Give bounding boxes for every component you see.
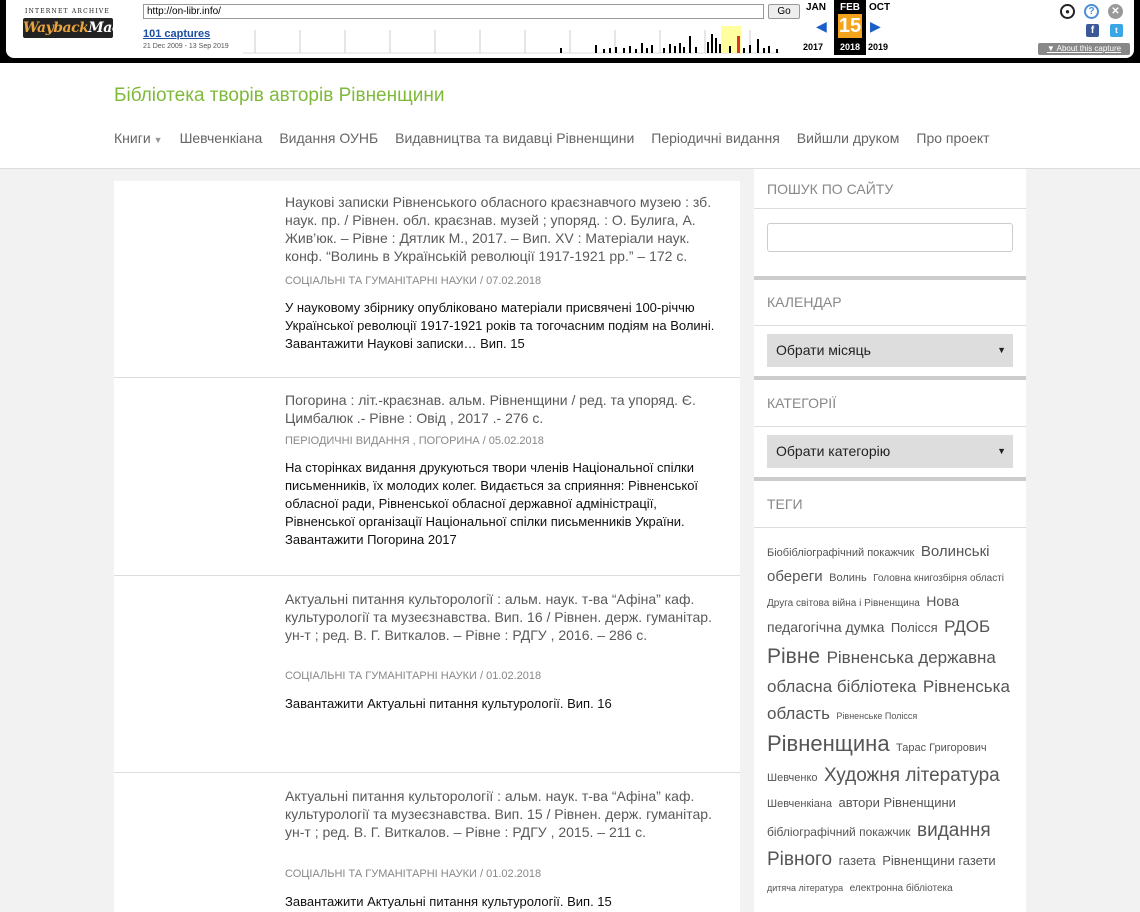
user-account-icon[interactable]: ● bbox=[1060, 4, 1075, 19]
post-meta: СОЦІАЛЬНІ ТА ГУМАНІТАРНІ НАУКИ / 07.02.2018 bbox=[285, 275, 542, 287]
close-icon[interactable]: ✕ bbox=[1108, 4, 1123, 19]
month-select-value: Обрати місяць bbox=[776, 342, 871, 358]
wayback-capture-histogram[interactable] bbox=[243, 26, 780, 54]
dropdown-arrow-icon: ▼ bbox=[997, 345, 1006, 355]
post-card bbox=[114, 181, 740, 378]
prev-month-link[interactable]: JAN bbox=[806, 2, 827, 13]
tag-link[interactable]: Художня література bbox=[823, 765, 1000, 787]
tag-link[interactable]: бібліографічний покажчик bbox=[767, 824, 911, 839]
tag-link[interactable]: Нова педагогічна думка bbox=[767, 592, 960, 636]
post-meta: СОЦІАЛЬНІ ТА ГУМАНІТАРНІ НАУКИ / 01.02.2018 bbox=[285, 670, 542, 682]
post-category-link[interactable]: СОЦІАЛЬНІ ТА ГУМАНІТАРНІ НАУКИ bbox=[285, 670, 477, 682]
facebook-share-icon[interactable]: f bbox=[1086, 24, 1099, 37]
tag-link[interactable]: Рівненська область bbox=[767, 676, 1010, 723]
help-icon[interactable]: ? bbox=[1084, 4, 1099, 19]
post-category-link[interactable]: СОЦІАЛЬНІ ТА ГУМАНІТАРНІ НАУКИ bbox=[285, 868, 477, 880]
tag-link[interactable]: РДОБ bbox=[944, 617, 991, 637]
nav-item-periodicals[interactable]: Періодичні видання bbox=[651, 130, 780, 146]
site-header bbox=[0, 63, 1140, 169]
tag-link[interactable]: Біобібліографічний покажчик bbox=[767, 547, 915, 559]
chevron-down-icon: ▼ bbox=[153, 135, 163, 145]
next-month-link[interactable]: OCT bbox=[869, 2, 891, 13]
post-date: 05.02.2018 bbox=[488, 435, 544, 447]
tag-link[interactable]: дитяча література bbox=[767, 882, 844, 893]
wayback-url-input[interactable] bbox=[143, 4, 764, 19]
about-capture-link[interactable] bbox=[1038, 43, 1130, 55]
sidebar bbox=[754, 169, 1026, 912]
logo-wayback-text: Wayback bbox=[23, 20, 89, 36]
tag-link[interactable]: автори Рівненщини bbox=[838, 794, 956, 810]
tag-link[interactable]: Шевченкіана bbox=[767, 797, 833, 810]
post-date: 01.02.2018 bbox=[486, 868, 542, 880]
tag-link[interactable]: Головна книгозбірня області bbox=[873, 572, 1005, 584]
calendar-widget bbox=[754, 326, 1026, 376]
dropdown-arrow-icon: ▼ bbox=[997, 446, 1006, 456]
about-caret-icon: ▼ bbox=[1046, 44, 1057, 53]
tags-widget-heading: ТЕГИ bbox=[754, 477, 1026, 528]
nav-item-label: Книги bbox=[114, 130, 151, 146]
current-capture-date bbox=[834, 0, 866, 55]
post-meta: ПЕРІОДИЧНІ ВИДАННЯ , ПОГОРИНА / 05.02.2018 bbox=[285, 435, 544, 447]
prev-capture-arrow-icon[interactable]: ◀ bbox=[816, 18, 827, 34]
logo-internet-archive: INTERNET ARCHIVE bbox=[25, 8, 111, 15]
about-capture-label: About this capture bbox=[1056, 44, 1122, 53]
post-excerpt: На сторінках видання друкуються твори членів Національної спілки письменників, їх молодих колег. Видається за сприяння: Рівненської обласної ради, Рівненської обласної державної адміністрації, Рівненської організації Національної спілки письменників України. Завантажити Погорина 2017 bbox=[285, 460, 699, 547]
tag-link[interactable]: Рівненщини газети bbox=[882, 853, 996, 869]
tag-link[interactable]: Рівненське Полісся bbox=[836, 710, 918, 721]
tag-link[interactable]: Друга світова війна і Рівненщина bbox=[767, 597, 920, 609]
wayback-go-button[interactable]: Go bbox=[768, 4, 800, 19]
post-title-link[interactable]: Наукові записки Рівненського обласного краєзнавчого музею : зб. наук. пр. / Рівнен. обл. краєзнав. музей ; упоряд. : О. Булига, А. Жив’юк. – Рівне : Дятлик М., 2017. – Вип. XV : Матеріали наук. конф. “Волинь в Українській революції 1917-1921 рр.” – 172 с. bbox=[285, 194, 712, 264]
tag-link[interactable]: газета bbox=[838, 853, 876, 869]
tag-link[interactable]: електронна бібліотека bbox=[849, 882, 953, 894]
post-card bbox=[114, 773, 740, 912]
nav-item-about-project[interactable]: Про проект bbox=[916, 130, 990, 146]
calendar-widget-heading: КАЛЕНДАР bbox=[754, 276, 1026, 326]
search-widget-heading: ПОШУК ПО САЙТУ bbox=[754, 169, 1026, 209]
post-meta: СОЦІАЛЬНІ ТА ГУМАНІТАРНІ НАУКИ / 01.02.2018 bbox=[285, 868, 542, 880]
search-input[interactable] bbox=[767, 223, 1013, 252]
site-title-link[interactable]: Бібліотека творів авторів Рівненщини bbox=[114, 85, 445, 106]
post-excerpt: Завантажити Актуальні питання культурології. Вип. 16 bbox=[285, 696, 612, 711]
logo-machine-text: Machine bbox=[88, 20, 153, 36]
nav-item-publishers[interactable]: Видавництва та видавці Рівненщини bbox=[395, 130, 635, 146]
category-select[interactable] bbox=[767, 435, 1013, 468]
categories-widget bbox=[754, 427, 1026, 477]
twitter-share-icon[interactable]: t bbox=[1110, 24, 1123, 37]
categories-widget-heading: КАТЕГОРІЇ bbox=[754, 376, 1026, 427]
post-category-link[interactable]: ПЕРІОДИЧНІ ВИДАННЯ bbox=[285, 435, 410, 447]
month-select[interactable] bbox=[767, 334, 1013, 367]
tag-cloud bbox=[767, 540, 1015, 899]
logo-wayback-machine bbox=[23, 18, 153, 38]
nav-item-books[interactable] bbox=[114, 130, 163, 146]
next-year-link[interactable]: 2019 bbox=[868, 42, 889, 52]
search-widget bbox=[754, 209, 1026, 276]
tag-link[interactable]: Рівненська державна обласна бібліотека bbox=[767, 648, 996, 696]
category-select-value: Обрати категорію bbox=[776, 443, 891, 459]
nav-item-ounb-editions[interactable]: Видання ОУНБ bbox=[279, 130, 379, 146]
post-card bbox=[114, 378, 740, 576]
next-capture-arrow-icon[interactable]: ▶ bbox=[870, 18, 881, 34]
wayback-captures-link[interactable]: 101 captures bbox=[143, 28, 211, 40]
tag-link[interactable]: Волинь bbox=[829, 571, 867, 584]
tag-link[interactable]: видання Рівного bbox=[767, 819, 991, 871]
post-title-link[interactable]: Погорина : літ.-краєзнав. альм. Рівненщини / ред. та упоряд. Є. Цимбалюк .- Рівне : Овід , 2017 .- 276 с. bbox=[285, 392, 696, 426]
wayback-panel bbox=[6, 0, 1134, 58]
wayback-logo[interactable] bbox=[23, 8, 153, 46]
tag-link[interactable]: Рівненщина bbox=[767, 731, 890, 757]
post-title-link[interactable]: Актуальні питання культорології : альм. наук. т-ва “Афіна” каф. культурології та музеєзнавства. Вип. 15 / Рівнен. держ. гуманітар. ун-т ; ред. В. Г. Виткалов. – Рівне : РДГУ , 2015. – 211 с. bbox=[285, 788, 712, 840]
wayback-toolbar bbox=[0, 0, 1140, 63]
post-excerpt: Завантажити Актуальні питання культурології. Вип. 15 bbox=[285, 894, 612, 909]
wayback-date-range: 21 Dec 2009 - 13 Sep 2019 bbox=[143, 43, 229, 50]
nav-item-shevchenkiana[interactable]: Шевченкіана bbox=[179, 130, 263, 146]
post-excerpt: У науковому збірнику опубліковано матеріали присвячені 100-річчю Української революції 1917-1921 років та тогочасним подіям на Волині. Завантажити Наукові записки… Вип. 15 bbox=[285, 300, 715, 351]
tag-link[interactable]: Полісся bbox=[890, 620, 938, 636]
post-date: 07.02.2018 bbox=[486, 275, 542, 287]
post-title-link[interactable]: Актуальні питання культорології : альм. наук. т-ва “Афіна” каф. культурології та музеєзнавства. Вип. 16 / Рівнен. держ. гуманітар. ун-т ; ред. В. Г. Виткалов. – Рівне : РДГУ , 2016. – 286 с. bbox=[285, 591, 712, 643]
current-year: 2018 bbox=[839, 42, 861, 52]
prev-year-link[interactable]: 2017 bbox=[803, 42, 824, 52]
post-card bbox=[114, 576, 740, 773]
main-navigation bbox=[114, 130, 1007, 146]
nav-item-new-releases[interactable]: Вийшли друком bbox=[796, 130, 900, 146]
current-day: 15 bbox=[834, 14, 866, 38]
current-month: FEB bbox=[840, 2, 860, 13]
post-date: 01.02.2018 bbox=[486, 670, 542, 682]
tag-cloud-widget bbox=[754, 528, 1026, 912]
tag-link[interactable]: Рівне bbox=[767, 645, 821, 669]
tag-link[interactable]: Волинські обереги bbox=[767, 543, 990, 585]
post-category-link[interactable]: СОЦІАЛЬНІ ТА ГУМАНІТАРНІ НАУКИ bbox=[285, 275, 477, 287]
tag-link[interactable]: Тарас Григорович Шевченко bbox=[767, 742, 987, 785]
post-category-link[interactable]: ПОГОРИНА bbox=[418, 435, 480, 447]
